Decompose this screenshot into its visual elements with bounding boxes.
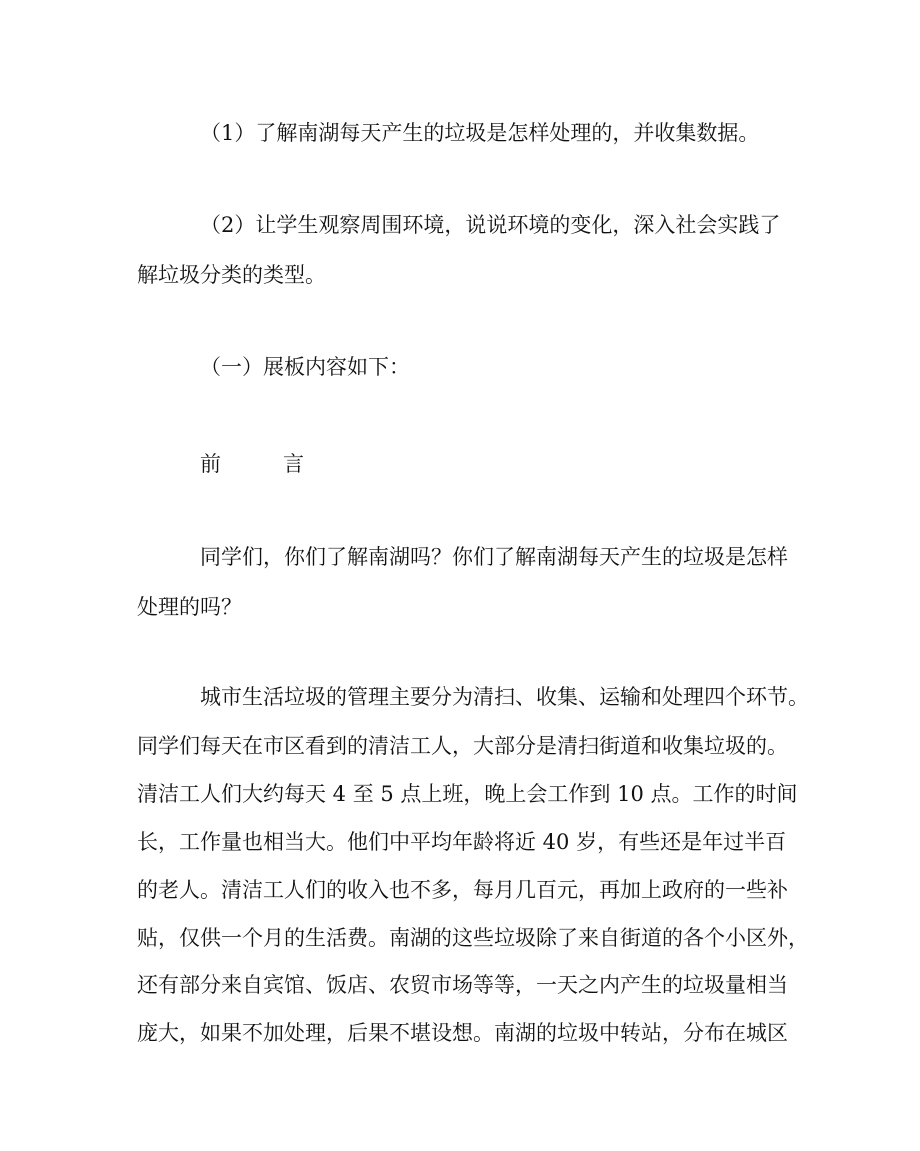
- intro-line-1: 同学们，你们了解南湖吗？你们了解南湖每天产生的垃圾是怎样: [200, 545, 788, 569]
- body-line-4: 长，工作量也相当大。他们中平均年龄将近 40 岁，有些还是年过半百: [137, 830, 787, 854]
- body-line-7: 还有部分来自宾馆、饭店、农贸市场等等，一天之内产生的垃圾量相当: [137, 973, 788, 997]
- list-item-2-line-1: （2）让学生观察周围环境，说说环境的变化，深入社会实践了: [200, 213, 781, 237]
- list-item-1: （1）了解南湖每天产生的垃圾是怎样处理的，并收集数据。: [200, 121, 760, 145]
- body-line-6: 贴，仅供一个月的生活费。南湖的这些垃圾除了来自街道的各个小区外，: [137, 926, 809, 950]
- preface-heading-char-2: 言: [283, 452, 304, 476]
- body-line-8: 庞大，如果不加处理，后果不堪设想。南湖的垃圾中转站，分布在城区: [137, 1021, 788, 1045]
- body-line-5: 的老人。清洁工人们的收入也不多，每月几百元，再加上政府的一些补: [137, 878, 788, 902]
- body-line-3: 清洁工人们大约每天 4 至 5 点上班，晚上会工作到 10 点。工作的时间: [137, 782, 798, 806]
- preface-heading-char-1: 前: [200, 452, 221, 476]
- list-item-2-line-2: 解垃圾分类的类型。: [137, 263, 326, 287]
- section-heading: （一）展板内容如下：: [200, 355, 410, 379]
- body-line-2: 同学们每天在市区看到的清洁工人，大部分是清扫街道和收集垃圾的。: [137, 734, 788, 758]
- intro-line-2: 处理的吗？: [137, 595, 242, 619]
- body-line-1: 城市生活垃圾的管理主要分为清扫、收集、运输和处理四个环节。: [200, 685, 809, 709]
